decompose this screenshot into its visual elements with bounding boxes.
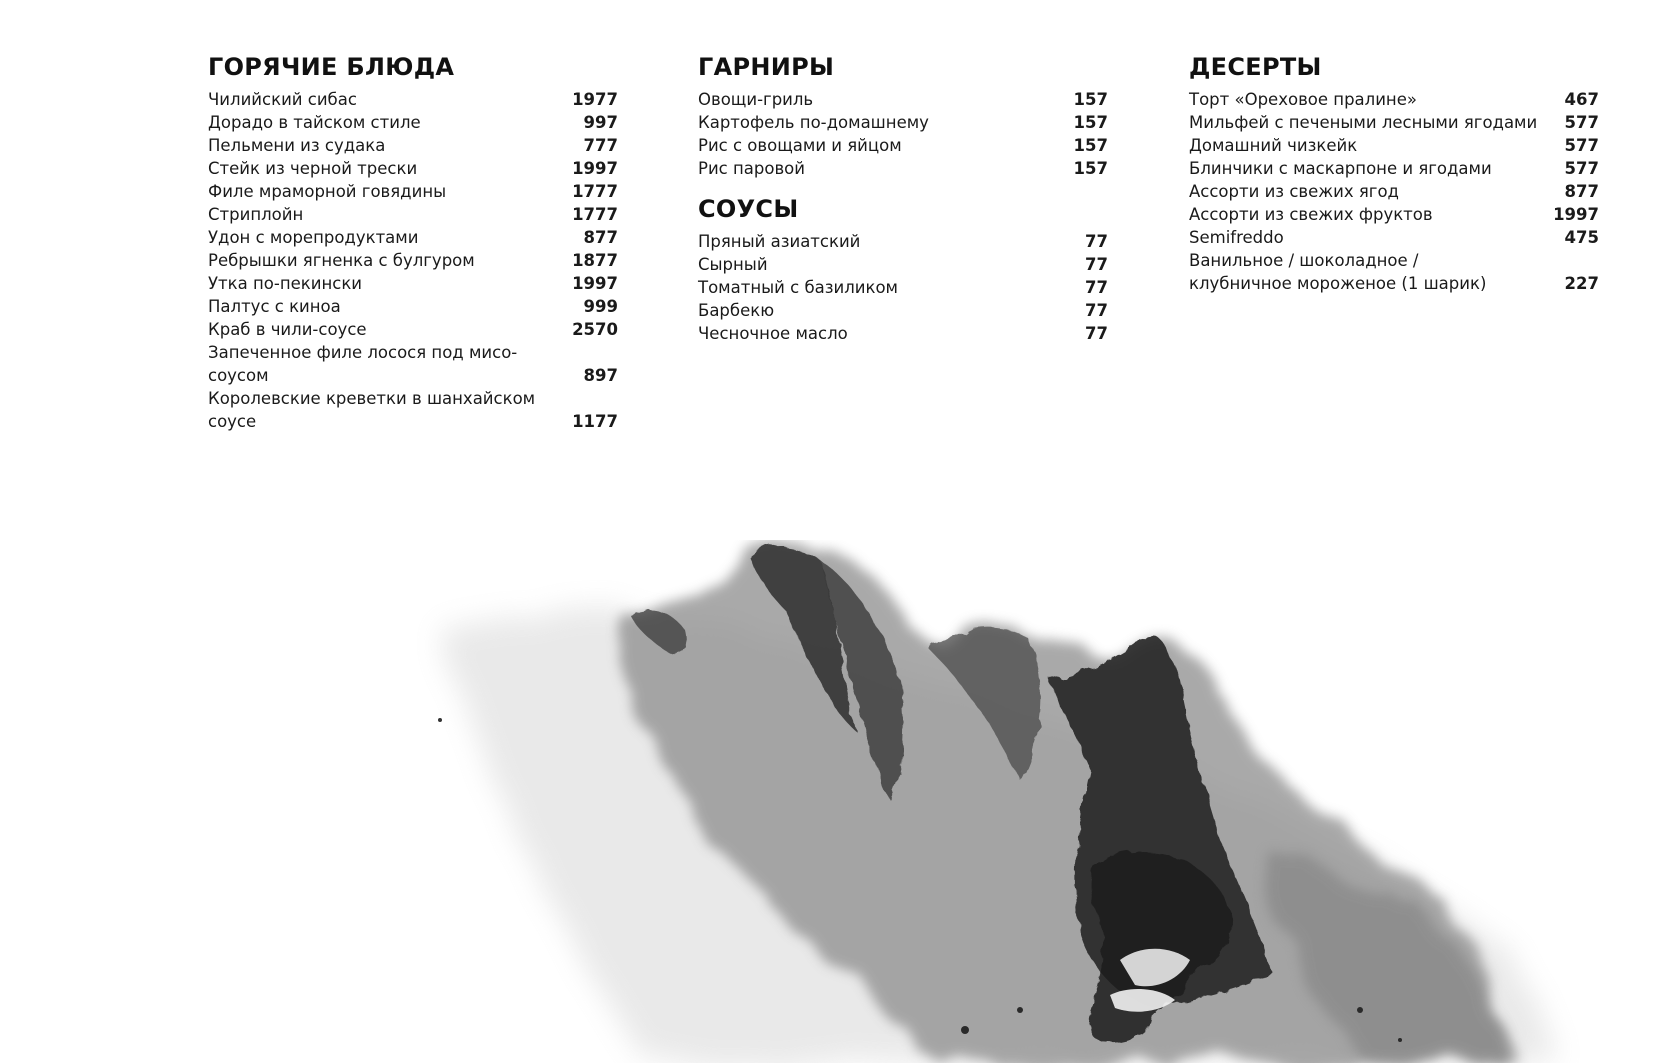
menu-item <box>208 134 618 157</box>
item-price: 77 <box>1085 324 1108 343</box>
item-price: 77 <box>1085 301 1108 320</box>
item-price: 157 <box>1073 90 1108 109</box>
menu-item <box>208 318 618 341</box>
menu-item <box>208 295 618 318</box>
item-name: Дорадо в тайском стиле <box>208 113 421 132</box>
section-sides <box>698 50 1108 180</box>
menu-item <box>208 272 618 295</box>
item-price: 777 <box>583 136 618 155</box>
menu-item <box>208 88 618 111</box>
hot-dishes-list <box>208 88 618 433</box>
menu-item <box>208 387 618 433</box>
item-name: Ассорти из свежих ягод <box>1189 182 1399 201</box>
sauces-list <box>698 230 1108 345</box>
item-price: 997 <box>583 113 618 132</box>
ink-dot <box>961 1026 969 1034</box>
item-name: Стриплойн <box>208 205 304 224</box>
item-name: Утка по-пекински <box>208 274 363 293</box>
ink-dot <box>1017 1007 1023 1013</box>
ink-dot <box>1357 1007 1363 1013</box>
item-price: 157 <box>1073 136 1108 155</box>
sides-list <box>698 88 1108 180</box>
item-name: Мильфей с печеными лесными ягодами <box>1189 113 1538 132</box>
item-name: Чесночное масло <box>698 324 848 343</box>
section-title-hot-dishes: ГОРЯЧИЕ БЛЮДА <box>208 53 455 81</box>
item-name: Ванильное / шоколадное / клубничное мороженое (1 шарик) <box>1189 251 1487 293</box>
item-name: Semifreddo <box>1189 228 1284 247</box>
item-name: Томатный с базиликом <box>698 278 899 297</box>
menu-column-middle <box>698 50 1108 345</box>
menu-item <box>698 299 1108 322</box>
item-name: Овощи-гриль <box>698 90 814 109</box>
item-price: 467 <box>1564 90 1599 109</box>
item-price: 2570 <box>572 320 618 339</box>
menu-item <box>1189 249 1599 295</box>
item-name: Рис паровой <box>698 159 806 178</box>
menu-column-right <box>1189 50 1599 295</box>
item-price: 577 <box>1564 113 1599 132</box>
item-price: 897 <box>583 366 618 385</box>
menu-item <box>698 111 1108 134</box>
menu-item <box>1189 157 1599 180</box>
menu-item <box>698 276 1108 299</box>
item-name: Запеченное филе лосося под мисо-соусом <box>208 343 518 385</box>
item-price: 577 <box>1564 159 1599 178</box>
item-price: 999 <box>583 297 618 316</box>
item-name: Палтус с киноа <box>208 297 341 316</box>
menu-item <box>698 230 1108 253</box>
item-name: Королевские креветки в шанхайском соусе <box>208 389 536 431</box>
item-price: 77 <box>1085 232 1108 251</box>
item-price: 1997 <box>572 274 618 293</box>
menu-item <box>208 111 618 134</box>
menu-item <box>698 88 1108 111</box>
item-name: Пельмени из судака <box>208 136 386 155</box>
menu-item <box>1189 203 1599 226</box>
item-name: Филе мраморной говядины <box>208 182 447 201</box>
item-name: Стейк из черной трески <box>208 159 418 178</box>
section-desserts <box>1189 50 1599 295</box>
item-name: Чилийский сибас <box>208 90 357 109</box>
item-price: 877 <box>583 228 618 247</box>
item-name: Барбекю <box>698 301 775 320</box>
menu-item <box>208 226 618 249</box>
section-title-desserts: ДЕСЕРТЫ <box>1189 53 1322 81</box>
menu-column-left <box>208 50 618 433</box>
item-name: Краб в чили-соусе <box>208 320 367 339</box>
menu-item <box>208 157 618 180</box>
section-sauces <box>698 192 1108 345</box>
item-price: 157 <box>1073 159 1108 178</box>
item-price: 157 <box>1073 113 1108 132</box>
item-price: 1877 <box>572 251 618 270</box>
item-price: 1777 <box>572 205 618 224</box>
item-price: 577 <box>1564 136 1599 155</box>
ink-dot <box>438 718 442 722</box>
item-price: 227 <box>1564 274 1599 293</box>
item-name: Удон с морепродуктами <box>208 228 419 247</box>
menu-item <box>208 203 618 226</box>
item-name: Сырный <box>698 255 768 274</box>
item-name: Домашний чизкейк <box>1189 136 1358 155</box>
item-name: Картофель по-домашнему <box>698 113 929 132</box>
item-price: 77 <box>1085 278 1108 297</box>
menu-item <box>1189 88 1599 111</box>
item-name: Торт «Ореховое пралине» <box>1189 90 1417 109</box>
item-price: 1777 <box>572 182 618 201</box>
item-name: Ассорти из свежих фруктов <box>1189 205 1433 224</box>
item-price: 1977 <box>572 90 618 109</box>
section-hot-dishes <box>208 50 618 433</box>
item-name: Рис с овощами и яйцом <box>698 136 902 155</box>
item-price: 1997 <box>572 159 618 178</box>
item-name: Ребрышки ягненка с булгуром <box>208 251 475 270</box>
item-price: 1997 <box>1553 205 1599 224</box>
item-price: 1177 <box>572 412 618 431</box>
menu-item <box>1189 111 1599 134</box>
ink-dot <box>1398 1038 1402 1042</box>
item-name: Блинчики с маскарпоне и ягодами <box>1189 159 1492 178</box>
menu-item <box>208 180 618 203</box>
menu-item <box>698 134 1108 157</box>
menu-item <box>698 322 1108 345</box>
section-title-sides: ГАРНИРЫ <box>698 53 835 81</box>
menu-item <box>208 249 618 272</box>
desserts-list <box>1189 88 1599 295</box>
item-price: 877 <box>1564 182 1599 201</box>
menu-item <box>1189 134 1599 157</box>
menu-item <box>208 341 618 387</box>
section-title-sauces: СОУСЫ <box>698 195 799 223</box>
menu-item <box>1189 226 1599 249</box>
ink-mountain-illustration <box>400 540 1600 1063</box>
item-name: Пряный азиатский <box>698 232 861 251</box>
item-price: 77 <box>1085 255 1108 274</box>
menu-item <box>1189 180 1599 203</box>
menu-item <box>698 157 1108 180</box>
item-price: 475 <box>1564 228 1599 247</box>
menu-item <box>698 253 1108 276</box>
